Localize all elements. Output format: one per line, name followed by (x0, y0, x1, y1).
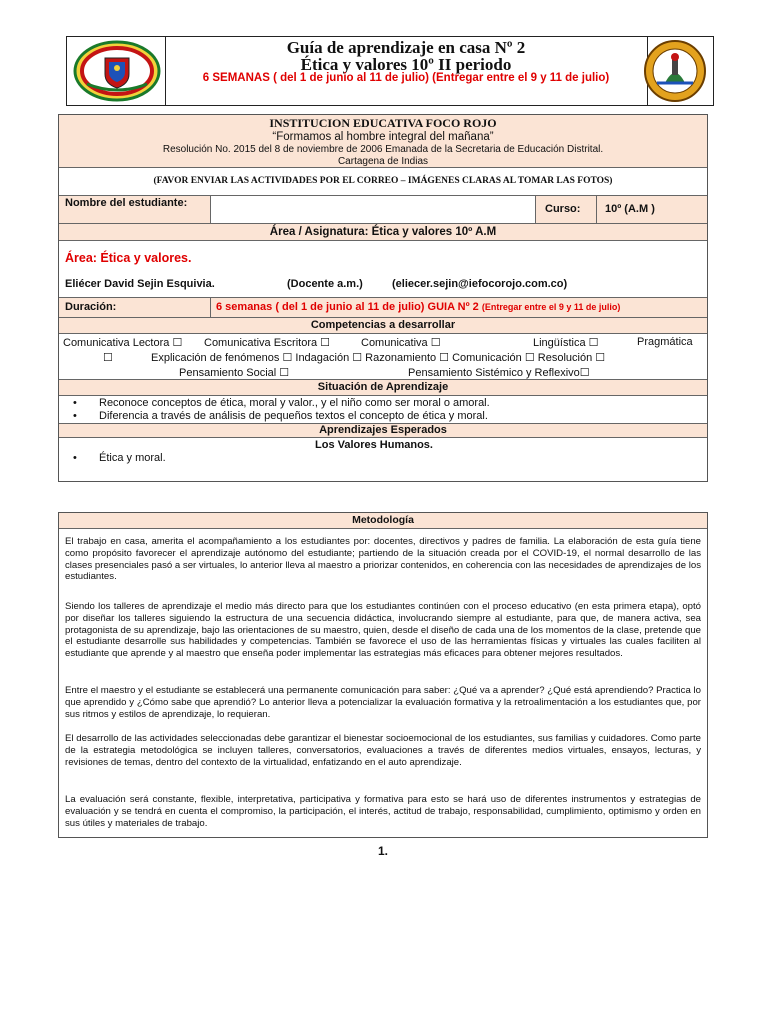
guide-title: Guía de aprendizaje en casa Nº 2 (286, 38, 526, 57)
bullet-icon: • (73, 397, 77, 409)
submission-notice: (FAVOR ENVIAR LAS ACTIVIDADES POR EL CORREO – IMÁGENES CLARAS AL TOMAR LAS FOTOS) (59, 168, 707, 196)
situacion-heading: Situación de Aprendizaje (59, 380, 707, 396)
institution-city: Cartagena de Indias (337, 156, 429, 167)
metodologia-heading: Metodología (59, 513, 707, 529)
competencia-item: Pragmática (637, 336, 693, 348)
teacher-role: (Docente a.m.) (287, 278, 363, 290)
institution-motto: “Formamos al hombre integral del mañana” (272, 131, 494, 143)
competencia-item: Pensamiento Sistémico y Reflexivo☐ (408, 367, 590, 379)
metodologia-paragraph: Entre el maestro y el estudiante se establecerá una permanente comunicación para saber: ¿Qué va a aprender? ¿Qué está aprendiendo? Practica lo que aprendido y ¿Cómo sabe que aprendió? Lo anterior lleva a potencializar la evaluación formativa y la retroalimentación a los estudiantes que, por sus ritmos y estilos de aprendizaje, lo requieran. (65, 685, 701, 720)
situacion-item: Diferencia a través de análisis de pequeños textos el concepto de ética y moral. (99, 410, 488, 422)
duration-value (216, 301, 620, 313)
competencia-item: Explicación de fenómenos ☐ Indagación ☐ Razonamiento ☐ Comunicación ☐ Resolución ☐ (151, 352, 606, 364)
aprendizajes-heading: Aprendizajes Esperados (59, 424, 707, 438)
duration-row (59, 298, 707, 318)
aprendizaje-item: Ética y moral. (99, 452, 166, 464)
situacion-list (59, 396, 707, 424)
duration-weeks: 6 semanas ( del 1 de junio al 11 de julio) GUIA Nº 2 (216, 301, 479, 313)
aprendizajes-subheading: Los Valores Humanos. (315, 439, 433, 451)
guide-info-table (58, 114, 708, 482)
document-header (66, 36, 714, 106)
metodologia-paragraph: La evaluación será constante, flexible, interpretativa, participativa y formativa para esto se hará uso de diferentes instrumentos y estrategias de evaluación y se tendrá en cuenta el compromiso, la participación, el interés, actitud de trabajo, responsabilidad, cumplimiento, optimismo y orden en sus útiles y materiales de trabajo. (65, 794, 701, 829)
student-name-label: Nombre del estudiante: (65, 197, 188, 209)
cartagena-seal-logo (643, 39, 707, 103)
area-name: Área: Ética y valores. (65, 251, 192, 265)
competencia-item: Lingüística ☐ (533, 337, 599, 349)
duration-delivery-note: (Entregar entre el 9 y 11 de julio) (481, 302, 621, 312)
student-name-field[interactable] (210, 196, 536, 223)
teacher-email: (eliecer.sejin@iefocorojo.com.co) (392, 278, 568, 290)
competencia-item: Comunicativa ☐ (361, 337, 441, 349)
metodologia-paragraph: El desarrollo de las actividades seleccionadas debe garantizar el bienestar socioemocional de los estudiantes, sus familias y cuidadores. Como parte de la estrategia metodológica se incluyen talleres, conversatorios, evaluaciones a través de diferentes medios virtuales, ensayos, lecturas, y revisiones de temas, dentro del contexto de la virtualidad, enfatizando en el auto aprendizaje. (65, 733, 701, 768)
area-details (59, 241, 707, 298)
competencia-checkbox: ☐ (103, 352, 113, 364)
metodologia-paragraph: Siendo los talleres de aprendizaje el medio más directo para que los estudiantes continúen con el proceso educativo (en esta primera etapa), optó por diseñar los talleres siguiendo la estructura de una secuencia didáctica, involucrando siempre al estudiante, para que, de manera activa, sea protagonista de su aprendizaje, bajo las orientaciones de su maestro, quien, desde el diseño de cada una de los momentos de la clase, pretende que el estudiante desarrolle sus habilidades y competencias. También se favorece el uso de las herramientas físicas y virtuales las cuales faciliten al estudiante que aprende y al maestro que enseña poder implementar las estrategias más eficaces para obtener mejores resultados. (65, 601, 701, 660)
teacher-name: Eliécer David Sejin Esquivia. (65, 278, 215, 290)
bullet-icon: • (73, 452, 77, 464)
aprendizajes-list (59, 438, 707, 481)
competencia-item: Pensamiento Social ☐ (179, 367, 290, 379)
bullet-icon: • (73, 410, 77, 422)
page-number: 1. (378, 844, 389, 858)
subject-period-title: Ética y valores 10º II periodo (300, 55, 512, 74)
duration-banner: 6 SEMANAS ( del 1 de junio al 11 de julio) (Entregar entre el 9 y 11 de julio) (202, 72, 610, 84)
student-row (59, 196, 707, 224)
competencias-list (59, 334, 707, 380)
institution-block (59, 115, 707, 168)
situacion-item: Reconoce conceptos de ética, moral y valor., y el niño como ser moral o amoral. (99, 397, 490, 409)
institution-name: INSTITUCION EDUCATIVA FOCO ROJO (269, 116, 497, 130)
course-label: Curso: (545, 203, 581, 215)
area-heading: Área / Asignatura: Ética y valores 10º A.M (59, 224, 707, 241)
school-crest-logo (73, 40, 161, 102)
competencias-heading: Competencias a desarrollar (59, 318, 707, 334)
metodologia-paragraph: El trabajo en casa, amerita el acompañamiento a los estudiantes por: docentes, directivos y padres de familia. La elaboración de esta guía tiene como propósito favorecer el aprendizaje autónomo del estudiante; partiendo de la situación creada por el COVID-19, el normal desarrollo de las clases presenciales pasó a ser virtuales, lo anterior lleva al maestro a priorizar contenidos, en coherencia con las necesidades de aprendizajes de los estudiantes. (65, 536, 701, 583)
duration-label: Duración: (65, 301, 117, 313)
institution-resolution: Resolución No. 2015 del 8 de noviembre de 2006 Emanada de la Secretaria de Educación Distrital. (162, 144, 604, 155)
course-value: 10º (A.M ) (605, 203, 655, 215)
competencia-item: Comunicativa Escritora ☐ (204, 337, 331, 349)
metodologia-box (58, 512, 708, 838)
competencia-item: Comunicativa Lectora ☐ (63, 337, 183, 349)
